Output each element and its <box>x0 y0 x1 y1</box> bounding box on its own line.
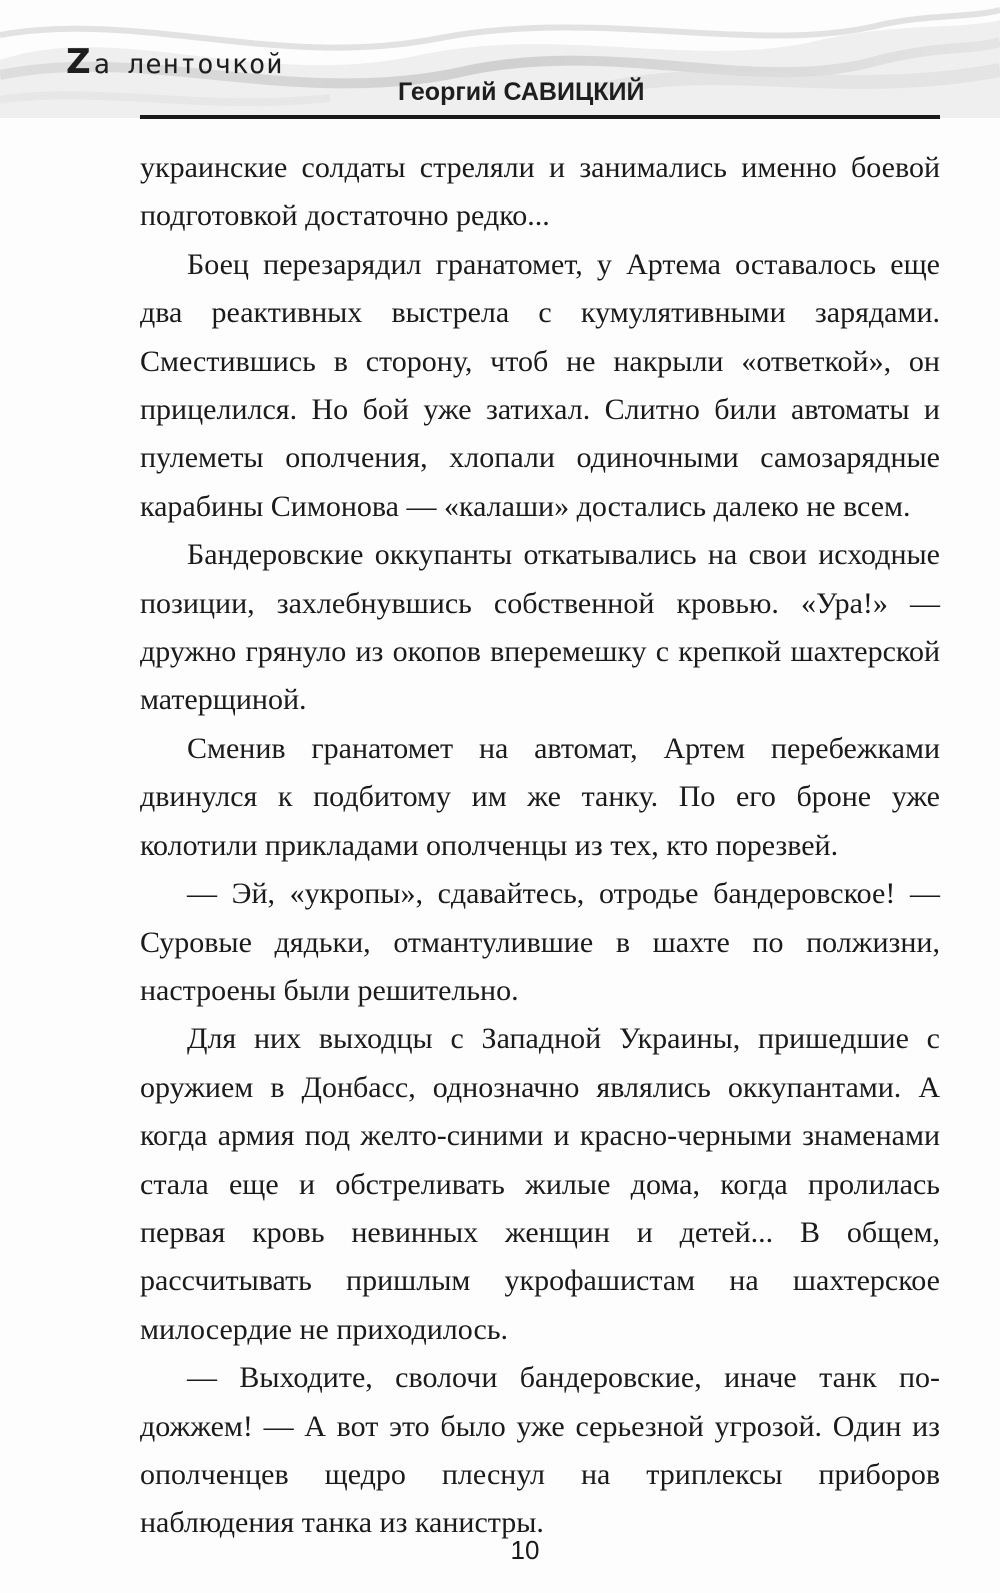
author-name: Георгий САВИЦКИЙ <box>398 78 645 106</box>
series-title-z: Z <box>66 42 92 82</box>
series-title <box>66 42 283 82</box>
paragraph: Для них выходцы с Западной Украины, пришедшие с оружием в Донбасс, однозначно являлись оккупантами. А когда армия под желто-синими и красно-черными знаменами стала еще и обстреливать жилые дома, когда пролилась первая кровь невинных женщин и детей... В общем, рассчитывать пришлым укрофашистам на шахтерское милосердие не приходилось. <box>140 1022 940 1346</box>
paragraph: Сменив гранатомет на автомат, Артем перебежками двинулся к подбитому им же танку. По его броне уже колотили прикладами ополченцы из тех, кто порезвей. <box>140 731 940 862</box>
paragraph: — Выходите, сволочи бандеровские, иначе танк подожжем! — А вот это было уже серьезной угрозой. Один из ополченцев щедро плеснул на триплексы приборов наблюдения танка из канистры. <box>140 1361 940 1540</box>
paragraph: украинские солдаты стреляли и занимались именно боевой подготовкой достаточно редко... <box>140 151 940 233</box>
running-header <box>0 0 1000 118</box>
paragraph: Боец перезарядил гранатомет, у Артема оставалось еще два реактивных выстрела с кумулятивными зарядами. Сместившись в сторону, чтоб не накрыли «ответкой», он прицелился. Но бой уже затихал. Слитно били автоматы и пулеметы ополчения, хлопали одиночными самозарядные карабины Симонова — «калаши» достались далеко не всем. <box>140 247 940 523</box>
paragraph: — Эй, «укропы», сдавайтесь, отродье бандеровское! — Суровые дядьки, отмантулившие в шахте по полжизни, настроены были решительно. <box>140 877 940 1007</box>
header-rule <box>140 115 940 119</box>
body-text <box>140 144 940 1548</box>
paragraph: Бандеровские оккупанты откатывались на свои исходные позиции, захлебнувшись собственной кровью. «Ура!» — дружно грянуло из окопов вперемешку с крепкой шахтерской матерщиной. <box>140 538 940 717</box>
series-title-rest: а ленточкой <box>93 49 284 80</box>
page-number: 10 <box>510 1535 540 1565</box>
